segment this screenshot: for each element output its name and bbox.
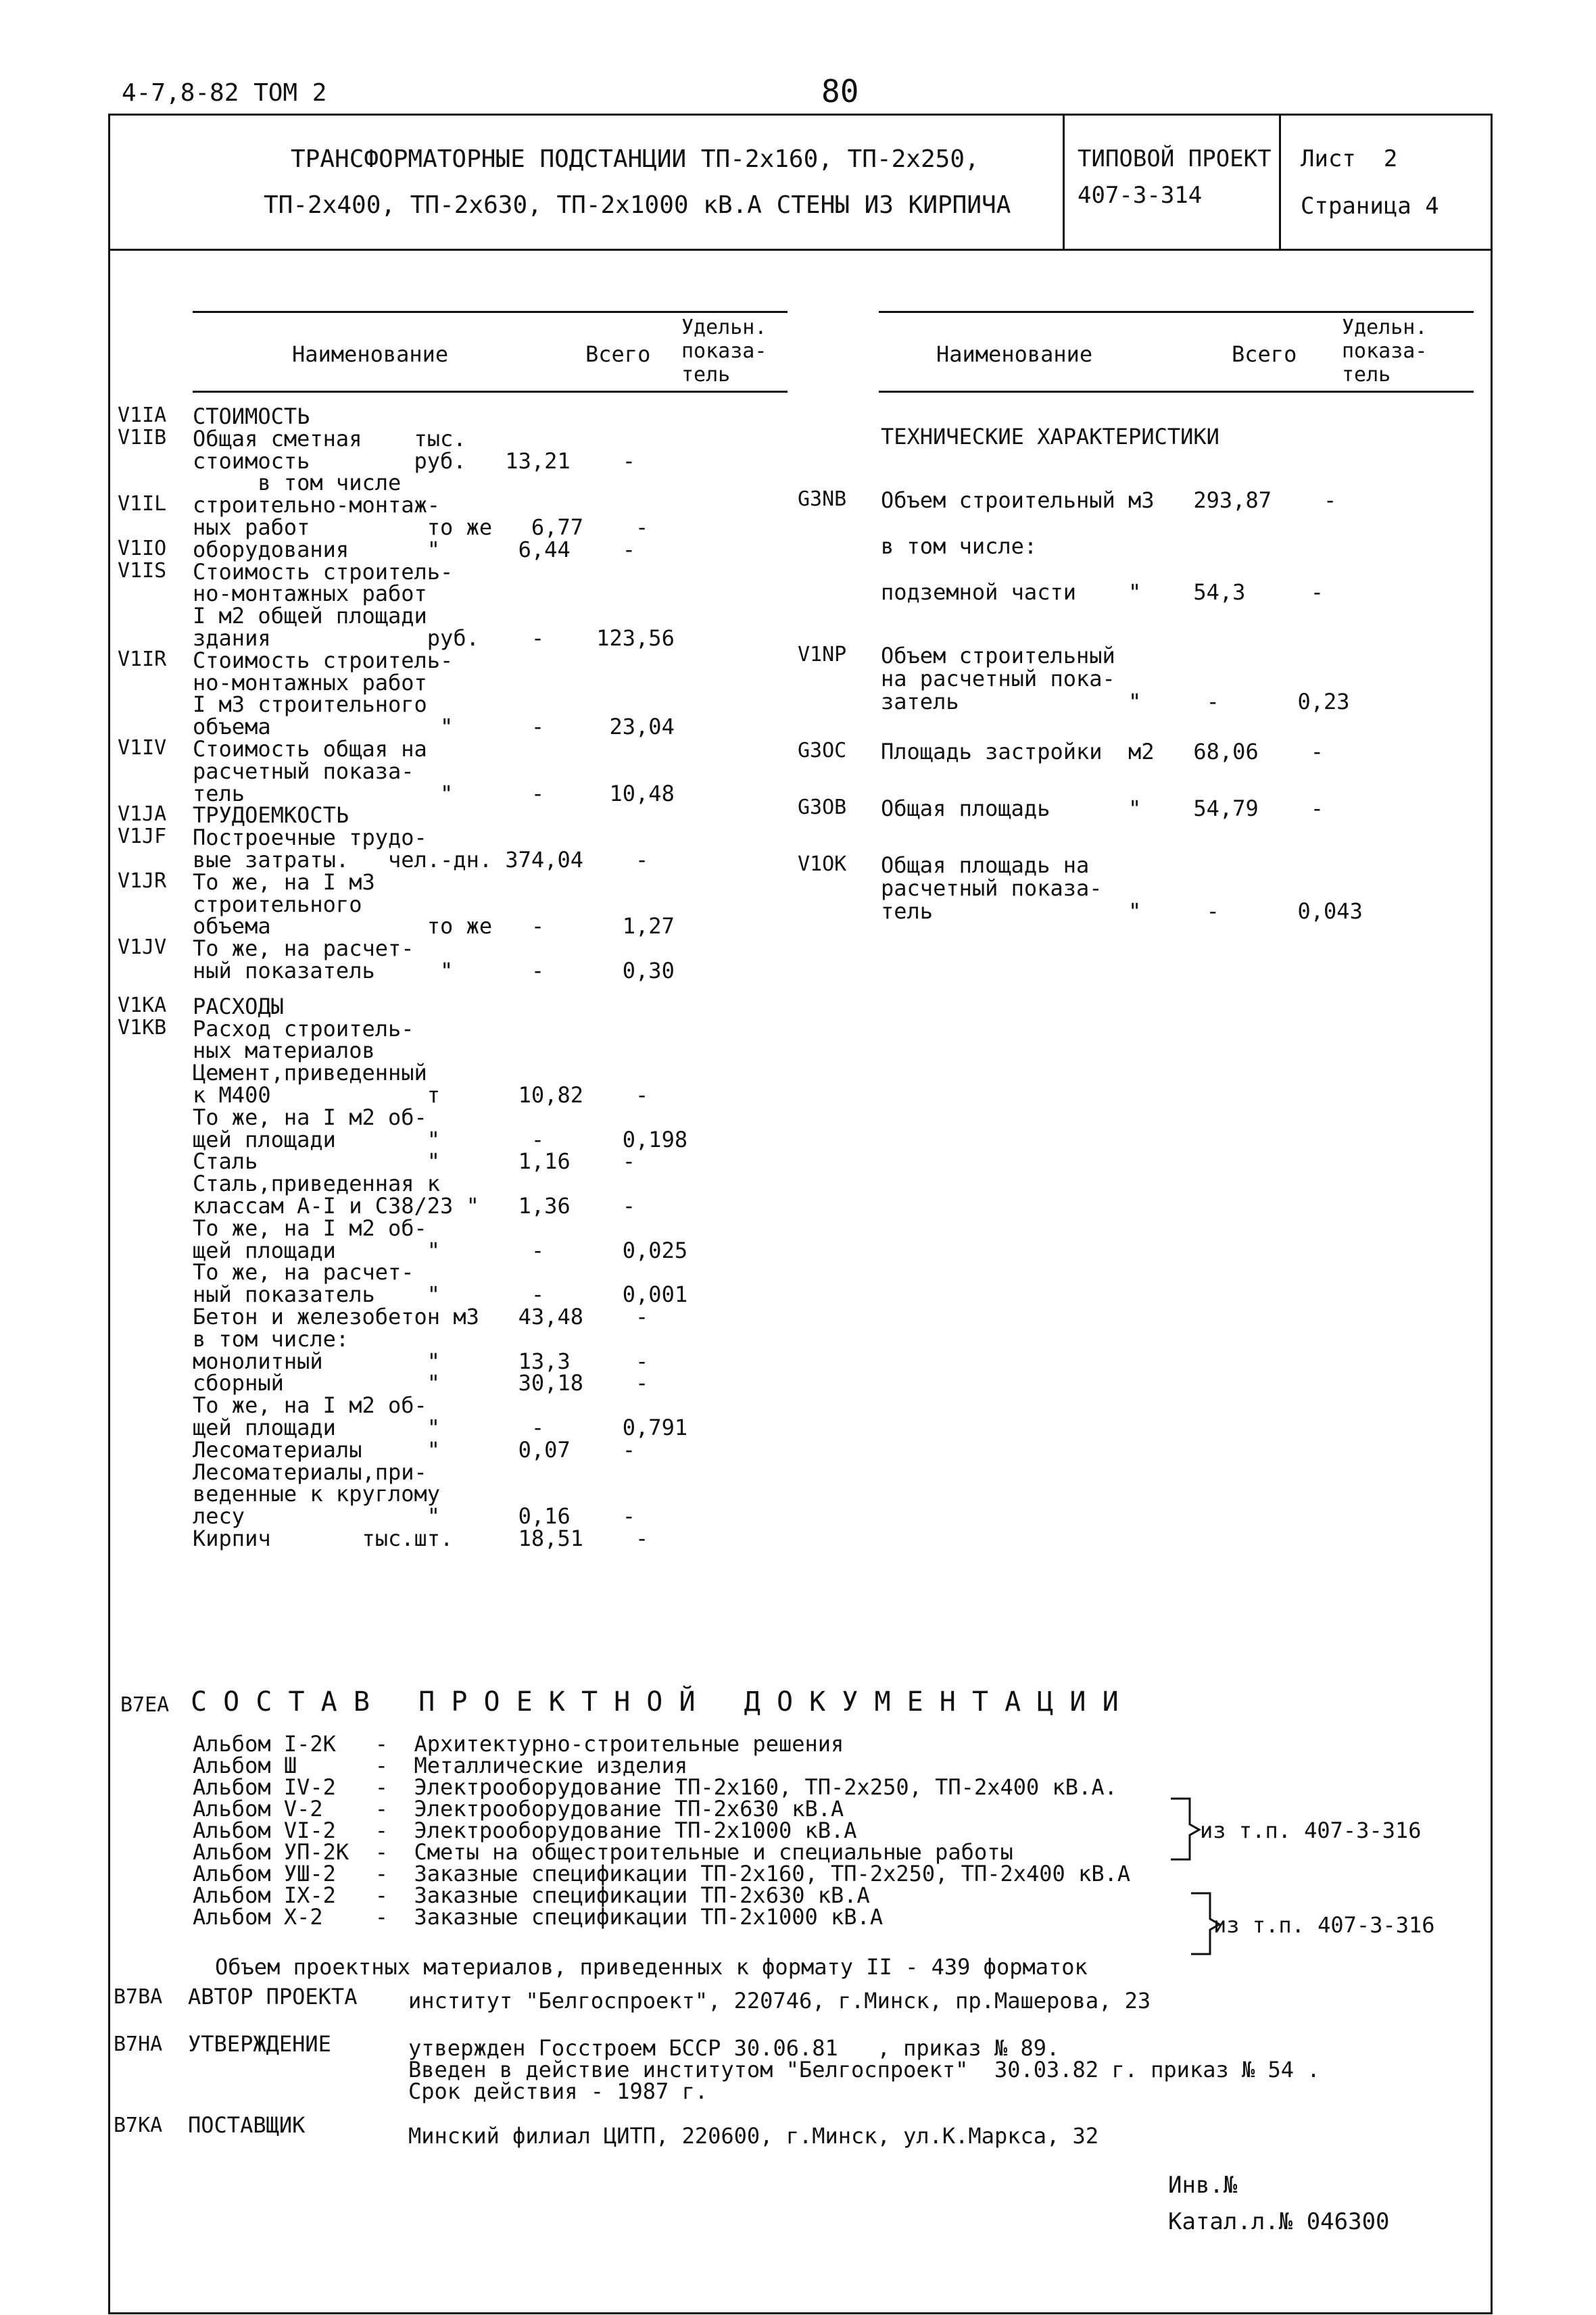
row-text: Объем строительный м3 293,87 - [881,487,1337,513]
row-text: лесу " 0,16 - [193,1503,636,1530]
row-text: Цемент,приведенный [193,1060,427,1086]
row-text: То же, на расчет- [193,1259,414,1286]
row-text: вые затраты. чел.-дн. 374,04 - [193,847,649,873]
table-rule [879,391,1474,393]
row-text: ный показатель " - 0,30 [193,958,675,983]
row-text: I м3 строительного [193,691,427,718]
row-text: То же, на расчет- [193,935,414,962]
row-text: расчетный показа- [193,758,414,784]
row-text: I м2 общей площади [193,603,427,629]
album-ref-2: из т.п. 407-3-316 [1213,1912,1435,1938]
project-label: ТИПОВОЙ ПРОЕКТ [1078,145,1272,172]
page-number: 80 [821,73,859,109]
row-text: Стоимость строитель- [193,647,454,673]
row-text: Бетон и железобетон м3 43,48 - [193,1304,649,1330]
col-total-header: Всего [1232,341,1297,367]
docs-volume: Объем проектных материалов, приведенных к формату II - 439 форматок [215,1954,1088,1980]
row-code: G3NB [798,487,847,511]
row-text: монолитный " 13,3 - [193,1348,649,1374]
album-brace-1 [1169,1795,1203,1862]
row-code: V1IS [118,558,167,583]
approval-code: B7HA [114,2032,163,2056]
col-spec-header: Удельн. [681,316,767,339]
row-text: щей площади " - 0,025 [193,1237,688,1263]
title-line-1: ТРАНСФОРМАТОРНЫЕ ПОДСТАНЦИИ ТП-2х160, ТП-2х250, [291,145,980,173]
row-text: То же, на I м2 об- [193,1392,427,1419]
author-text: институт "Белгоспроект", 220746, г.Минск, пр.Машерова, 23 [408,1988,1151,2014]
album-item: Альбом IV-2 - Электрооборудование ТП-2х160, ТП-2х250, ТП-2х400 кВ.А. [193,1774,1117,1800]
row-text: в том числе: [881,533,1038,559]
album-item: Альбом X-2 - Заказные спецификации ТП-2х1000 кВ.А [193,1904,884,1930]
row-code: G3OC [798,739,847,762]
table-rule [879,311,1474,313]
album-item: Альбом УП-2К - Сметы на общестроительные и специальные работы [193,1839,1013,1865]
row-text: Лесоматериалы,при- [193,1459,427,1485]
album-brace-2 [1190,1889,1224,1957]
col-spec-header: тель [681,363,731,387]
row-text: подземной части " 54,3 - [881,579,1324,605]
row-code: V1IO [118,536,167,560]
row-text: к М400 т 10,82 - [193,1082,649,1108]
catalog-number: Катал.л.№ 046300 [1168,2208,1390,2235]
row-text: оборудования " 6,44 - [193,536,636,562]
row-text: тель " - 10,48 [193,780,675,806]
album-item: Альбом VI-2 - Электрооборудование ТП-2х1000 кВ.А [193,1818,857,1843]
row-text: То же, на I м3 [193,869,375,895]
album-item: Альбом Ш - Металлические изделия [193,1753,688,1778]
col-spec-header: показа- [681,339,767,363]
document-code: 4-7,8-82 ТОМ 2 [122,79,327,107]
header-separator [1279,114,1281,249]
row-text: стоимость руб. 13,21 - [193,447,636,474]
row-text: Общая площадь на [881,852,1090,878]
row-text: Лесоматериалы " 0,07 - [193,1436,636,1463]
row-text: тель " - 0,043 [881,898,1363,924]
row-text: Сталь,приведенная к [193,1171,441,1197]
row-text: Кирпич тыс.шт. 18,51 - [193,1526,649,1551]
album-item: Альбом УШ-2 - Заказные спецификации ТП-2х160, ТП-2х250, ТП-2х400 кВ.А [193,1861,1131,1886]
row-text: То же, на I м2 об- [193,1215,427,1241]
header-divider [108,249,1493,251]
sheet-number: Лист 2 [1301,145,1398,172]
author-label: АВТОР ПРОЕКТА [188,1984,358,2009]
row-text: на расчетный пока- [881,666,1115,691]
row-text: Общая сметная тыс. [193,425,466,452]
album-item: Альбом V-2 - Электрооборудование ТП-2х630 кВ.А [193,1796,844,1822]
row-code: V1IA [118,404,167,427]
col-spec-header: Удельн. [1342,316,1428,339]
row-code: V1JF [118,825,167,849]
row-text: но-монтажных работ [193,669,427,696]
row-code: V1KA [118,993,167,1017]
row-text: Стоимость общая на [193,736,427,762]
row-text: Построечные трудо- [193,825,427,851]
row-text: ТРУДОЕМКОСТЬ [193,802,349,829]
row-code: G3OB [798,796,847,819]
approval-line: Срок действия - 1987 г. [408,2078,708,2104]
header-separator [1063,114,1065,249]
row-text: Площадь застройки м2 68,06 - [881,739,1324,764]
col-spec-header: тель [1342,363,1391,387]
title-line-2: ТП-2х400, ТП-2х630, ТП-2х1000 кВ.А СТЕНЫ ИЗ КИРПИЧА [264,191,1011,219]
supplier-text: Минский филиал ЦИТП, 220600, г.Минск, ул.К.Маркса, 32 [408,2123,1099,2149]
row-text: Общая площадь " 54,79 - [881,796,1324,821]
col-total-header: Всего [585,341,651,367]
row-code: V1KB [118,1015,167,1040]
inventory-number: Инв.№ [1168,2172,1238,2199]
row-code: V1NP [798,643,847,666]
album-item: Альбом IX-2 - Заказные спецификации ТП-2х630 кВ.А [193,1882,870,1908]
row-text: затель " - 0,23 [881,689,1350,714]
row-text: ный показатель " - 0,001 [193,1282,688,1308]
project-number: 407-3-314 [1078,182,1203,209]
row-text: щей площади " - 0,791 [193,1415,688,1440]
table-rule [193,311,788,313]
row-text: Стоимость строитель- [193,558,454,585]
row-text: в том числе: [193,1325,349,1352]
row-code: V1JR [118,869,167,893]
row-code: V1OK [798,852,847,876]
row-text: строительного [193,891,362,917]
row-text: ных материалов [193,1038,375,1064]
row-text: но-монтажных работ [193,581,427,607]
approval-line: утвержден Госстроем БССР 30.06.81 , приказ № 89. [408,2035,1060,2061]
table-rule [193,391,788,393]
album-ref-1: из т.п. 407-3-316 [1200,1818,1422,1843]
row-text: в том числе [193,470,402,496]
row-code: V1IB [118,425,167,449]
row-text: объема " - 23,04 [193,714,675,740]
row-code: V1JV [118,935,167,960]
supplier-code: B7KA [114,2114,163,2137]
row-text: РАСХОДЫ [193,993,284,1019]
row-text: расчетный показа- [881,875,1103,901]
col-spec-header: показа- [1342,339,1428,363]
row-text: Сталь " 1,16 - [193,1148,636,1175]
row-code: V1IR [118,647,167,671]
row-text: ТЕХНИЧЕСКИЕ ХАРАКТЕРИСТИКИ [881,424,1219,449]
row-text: сборный " 30,18 - [193,1370,649,1396]
row-text: Объем строительный [881,643,1115,668]
col-name-header: Наименование [936,341,1093,367]
row-code: V1IV [118,736,167,760]
row-text: ных работ то же 6,77 - [193,514,649,540]
page-label: Страница 4 [1301,193,1439,220]
row-text: СТОИМОСТЬ [193,404,310,429]
docs-code: B7EA [120,1693,170,1717]
row-text: То же, на I м2 об- [193,1104,427,1130]
row-text: строительно-монтаж- [193,492,441,518]
docs-title: С О С Т А В П Р О Е К Т Н О Й Д О К У М Е Н Т А Ц И И [191,1686,1119,1717]
approval-line: Введен в действие институтом "Белгоспроект" 30.03.82 г. приказ № 54 . [408,2057,1320,2082]
row-code: V1JA [118,802,167,827]
row-text: объема то же - 1,27 [193,913,675,940]
approval-label: УТВЕРЖДЕНИЕ [188,2031,331,2057]
row-text: веденные к круглому [193,1481,441,1507]
row-text: Расход строитель- [193,1015,414,1042]
col-name-header: Наименование [292,341,449,367]
author-code: B7BA [114,1985,163,2009]
row-text: здания руб. - 123,56 [193,625,675,651]
album-item: Альбом I-2К - Архитектурно-строительные решения [193,1731,844,1757]
row-text: классам А-I и С38/23 " 1,36 - [193,1193,636,1219]
supplier-label: ПОСТАВЩИК [188,2112,306,2138]
row-text: щей площади " - 0,198 [193,1126,688,1152]
row-code: V1IL [118,492,167,516]
